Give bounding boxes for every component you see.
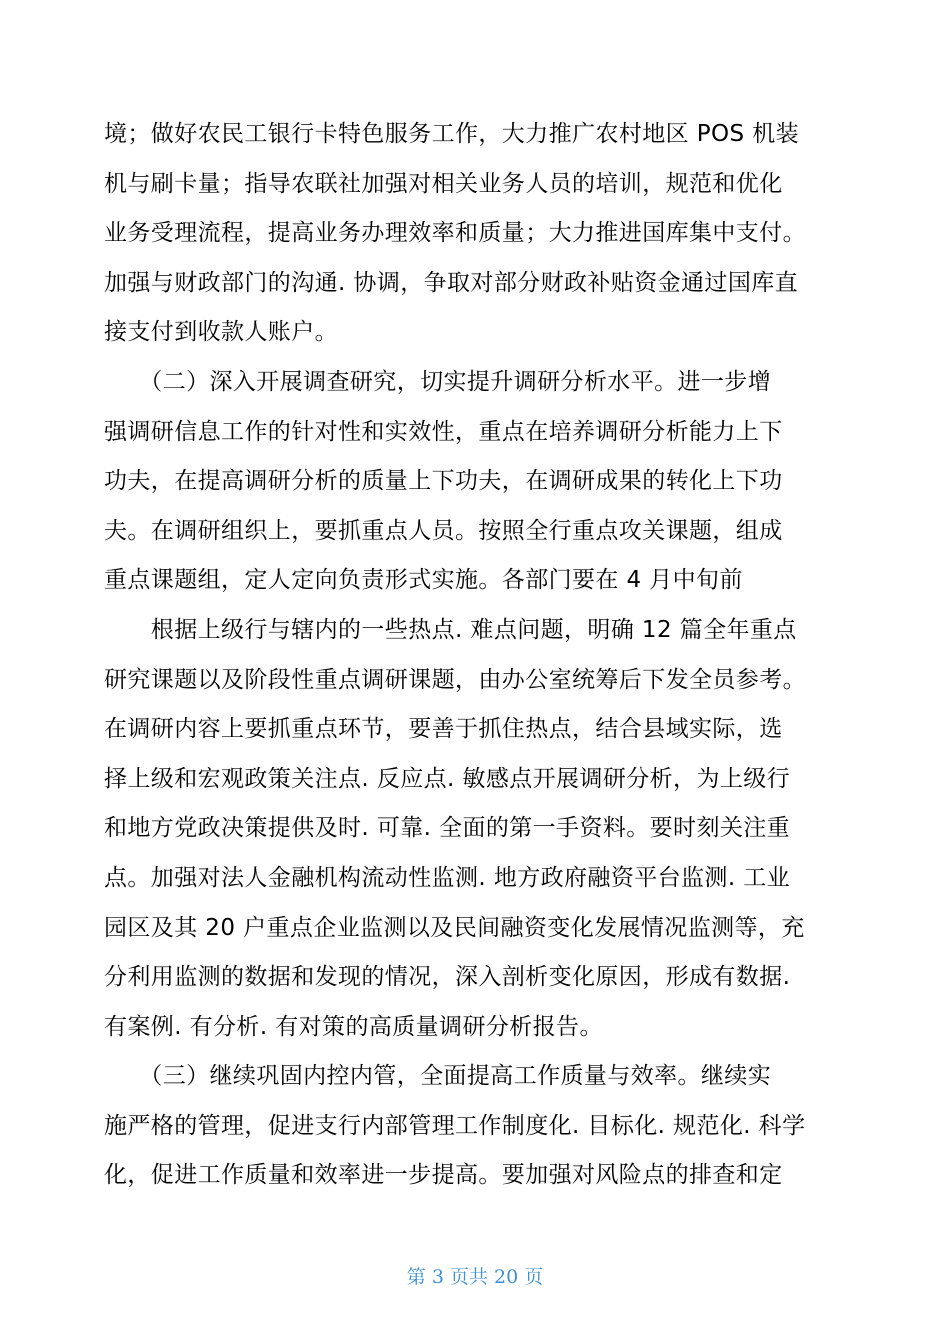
- text-line: 加强与财政部门的沟通. 协调，争取对部分财政补贴资金通过国库直: [104, 269, 799, 296]
- text-line: 研究课题以及阶段性重点调研课题，由办公室统筹后下发全员参考。: [104, 666, 806, 693]
- document-body: [104, 110, 841, 1201]
- text-line: 境；做好农民工银行卡特色服务工作，大力推广农村地区 POS 机装: [104, 121, 799, 147]
- text-line: 施严格的管理，促进支行内部管理工作制度化. 目标化. 规范化. 科学: [104, 1112, 806, 1139]
- text-line: 强调研信息工作的针对性和实效性，重点在培养调研分析能力上下: [104, 418, 783, 445]
- text-line: 功夫，在提高调研分析的质量上下功夫，在调研成果的转化上下功: [104, 468, 783, 495]
- text-line: 机与刷卡量；指导农联社加强对相关业务人员的培训，规范和优化: [104, 170, 783, 197]
- paragraph-start-line: 根据上级行与辖内的一些热点. 难点问题，明确 12 篇全年重点: [104, 616, 797, 643]
- text-line: 夫。在调研组织上，要抓重点人员。按照全行重点攻关课题，组成: [104, 517, 783, 544]
- text-line: 和地方党政决策提供及时. 可靠. 全面的第一手资料。要时刻关注重: [104, 815, 791, 842]
- page-number-footer: 第 3 页共 20 页: [406, 1266, 544, 1288]
- text-line: 有案例. 有分析. 有对策的高质量调研分析报告。: [104, 1013, 603, 1040]
- text-line: 接支付到收款人账户。: [104, 319, 338, 346]
- text-line: 业务受理流程，提高业务办理效率和质量；大力推进国库集中支付。: [104, 220, 806, 247]
- section-heading-line: （三）继续巩固内控内管，全面提高工作质量与效率。继续实: [104, 1063, 772, 1090]
- text-line: 在调研内容上要抓重点环节，要善于抓住热点，结合县域实际，选: [104, 716, 783, 743]
- text-line: 园区及其 20 户重点企业监测以及民间融资变化发展情况监测等，充: [104, 914, 805, 941]
- text-line: 择上级和宏观政策关注点. 反应点. 敏感点开展调研分析，为上级行: [104, 765, 791, 792]
- section-heading-line: （二）深入开展调查研究，切实提升调研分析水平。进一步增: [104, 368, 772, 395]
- text-line: 重点课题组，定人定向负责形式实施。各部门要在 4 月中旬前: [104, 567, 743, 594]
- text-line: 化，促进工作质量和效率进一步提高。要加强对风险点的排查和定: [104, 1162, 783, 1189]
- text-line: 分利用监测的数据和发现的情况，深入剖析变化原因，形成有数据.: [104, 964, 791, 991]
- text-line: 点。加强对法人金融机构流动性监测. 地方政府融资平台监测. 工业: [104, 864, 791, 891]
